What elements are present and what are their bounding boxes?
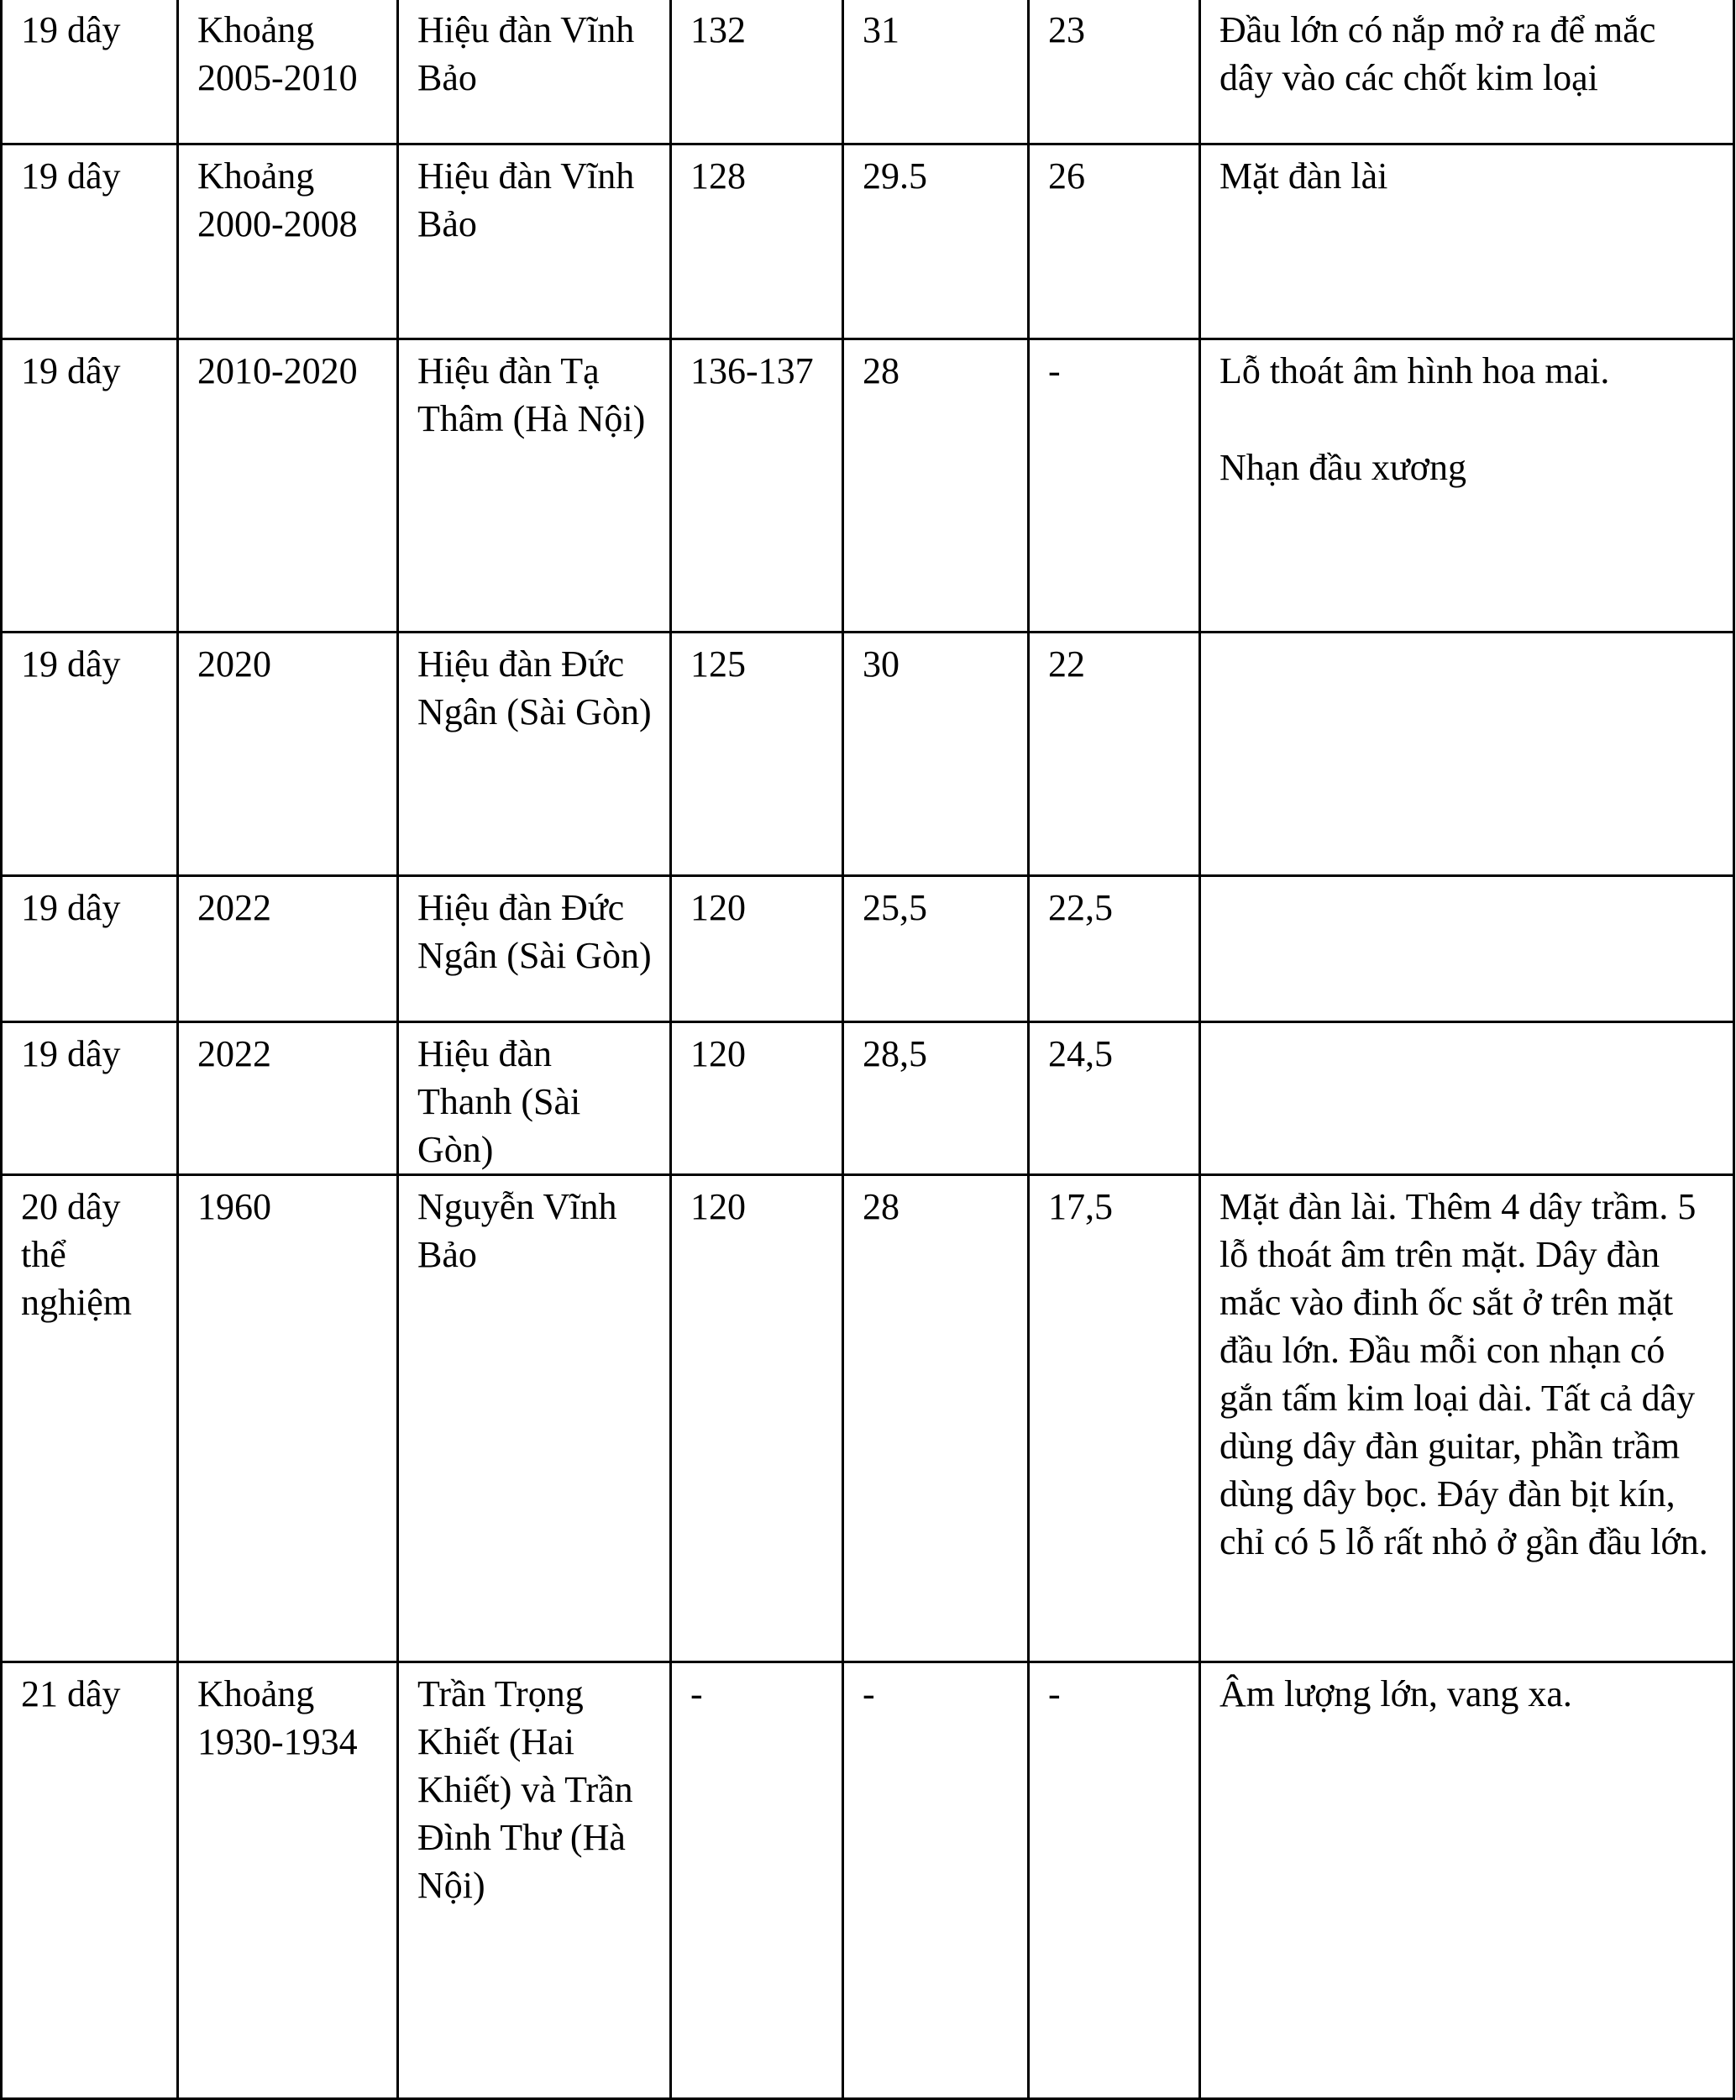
length-cell: 120 [671,1022,843,1175]
year-cell: 2022 [178,876,398,1022]
width-big-cell: 28 [843,339,1029,633]
notes-cell [1200,339,1734,633]
note-text: Mặt đàn lài [1219,155,1388,197]
width-small-cell: 22 [1029,633,1200,876]
width-small-cell: 24,5 [1029,1022,1200,1175]
maker-cell: Hiệu đàn Thanh (Sài Gòn) [398,1022,671,1175]
maker-cell: Nguyễn Vĩnh Bảo [398,1175,671,1662]
year-cell: Khoảng 2005-2010 [178,0,398,144]
table-row [2,144,1734,339]
note-text: Âm lượng lớn, vang xa. [1219,1673,1572,1714]
maker-cell: Hiệu đàn Tạ Thâm (Hà Nội) [398,339,671,633]
table-row [2,1662,1734,2099]
length-cell: - [671,1662,843,2099]
year-cell: Khoảng 2000-2008 [178,144,398,339]
width-small-cell: 23 [1029,0,1200,144]
notes-cell [1200,633,1734,876]
year-cell: Khoảng 1930-1934 [178,1662,398,2099]
length-cell: 125 [671,633,843,876]
table-row [2,1022,1734,1175]
strings-cell: 19 dây [2,144,178,339]
year-cell: 2022 [178,1022,398,1175]
width-big-cell: 28,5 [843,1022,1029,1175]
notes-cell [1200,1662,1734,2099]
strings-cell: 20 dây thể nghiệm [2,1175,178,1662]
strings-cell: 19 dây [2,633,178,876]
maker-cell: Hiệu đàn Đức Ngân (Sài Gòn) [398,633,671,876]
strings-cell: 21 dây [2,1662,178,2099]
table-row [2,0,1734,144]
width-big-cell: 31 [843,0,1029,144]
width-small-cell: - [1029,339,1200,633]
note-text: Đầu lớn có nắp mở ra để mắc dây vào các chốt kim loại [1219,9,1656,98]
length-cell: 120 [671,876,843,1022]
maker-cell: Hiệu đàn Đức Ngân (Sài Gòn) [398,876,671,1022]
width-big-cell: 30 [843,633,1029,876]
strings-cell: 19 dây [2,1022,178,1175]
note-text: Mặt đàn lài. Thêm 4 dây trầm. 5 lỗ thoát âm trên mặt. Dây đàn mắc vào đinh ốc sắt ở trên mặt đầu lớn. Đầu mỗi con nhạn có gắn tấm kim loại dài. Tất cả dây dùng dây đàn guitar, phần trầm dùng dây bọc. Đáy đàn bịt kín, chỉ có 5 lỗ rất nhỏ ở gần đầu lớn. [1219,1186,1708,1562]
width-small-cell: - [1029,1662,1200,2099]
width-small-cell: 17,5 [1029,1175,1200,1662]
width-big-cell: 25,5 [843,876,1029,1022]
length-cell: 136-137 [671,339,843,633]
table-row [2,1175,1734,1662]
notes-cell [1200,0,1734,144]
year-cell: 2020 [178,633,398,876]
table-body [2,0,1734,2099]
table-row [2,633,1734,876]
width-small-cell: 26 [1029,144,1200,339]
note-text: Lỗ thoát âm hình hoa mai. [1219,350,1610,391]
width-big-cell: 28 [843,1175,1029,1662]
strings-cell: 19 dây [2,876,178,1022]
table-row [2,339,1734,633]
notes-cell [1200,144,1734,339]
length-cell: 120 [671,1175,843,1662]
notes-cell [1200,1175,1734,1662]
notes-cell [1200,876,1734,1022]
table-row [2,876,1734,1022]
width-big-cell: - [843,1662,1029,2099]
length-cell: 128 [671,144,843,339]
maker-cell: Hiệu đàn Vĩnh Bảo [398,0,671,144]
maker-cell: Hiệu đàn Vĩnh Bảo [398,144,671,339]
length-cell: 132 [671,0,843,144]
year-cell: 1960 [178,1175,398,1662]
strings-cell: 19 dây [2,339,178,633]
maker-cell: Trần Trọng Khiết (Hai Khiết) và Trần Đình Thư (Hà Nội) [398,1662,671,2099]
strings-cell: 19 dây [2,0,178,144]
width-small-cell: 22,5 [1029,876,1200,1022]
note-text: Nhạn đầu xương [1219,447,1466,488]
width-big-cell: 29.5 [843,144,1029,339]
notes-cell [1200,1022,1734,1175]
year-cell: 2010-2020 [178,339,398,633]
